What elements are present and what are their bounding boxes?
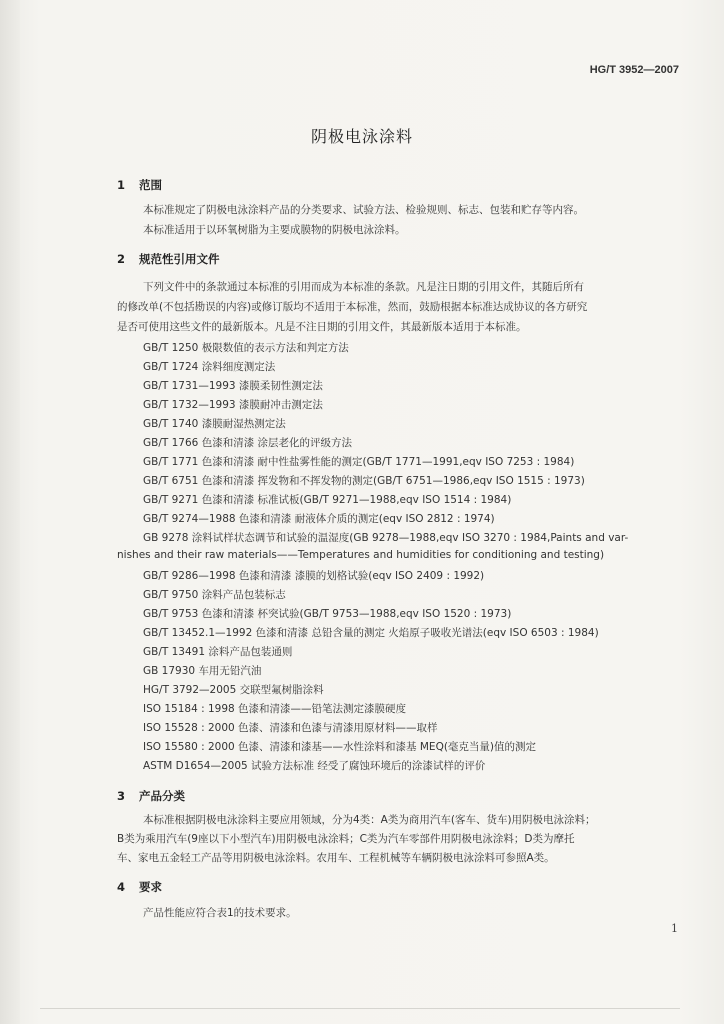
bottom-divider xyxy=(40,1008,680,1009)
reference-item: GB/T 1731—1993 漆膜柔韧性测定法 xyxy=(143,380,323,392)
reference-item: GB/T 1724 涂料细度测定法 xyxy=(143,361,276,373)
reference-item-gb9278-line-1: GB 9278 涂料试样状态调节和试验的温湿度(GB 9278—1988,eqv ISO 3270 : 1984,Paints and var- xyxy=(143,532,629,544)
section-3-line-2: B类为乘用汽车(9座以下小型汽车)用阴极电泳涂料；C类为汽车零部件用阴极电泳涂料；D类为摩托 xyxy=(117,833,575,845)
reference-item: GB/T 13491 涂料产品包装通则 xyxy=(143,646,293,658)
reference-item: GB/T 13452.1—1992 色漆和清漆 总铅含量的测定 火焰原子吸收光谱法(eqv ISO 6503 : 1984) xyxy=(143,627,599,639)
reference-item: GB/T 9753 色漆和清漆 杯突试验(GB/T 9753—1988,eqv ISO 1520 : 1973) xyxy=(143,608,512,620)
section-4-paragraph-1: 产品性能应符合表1的技术要求。 xyxy=(143,907,297,919)
reference-item: GB/T 9750 涂料产品包装标志 xyxy=(143,589,286,601)
section-1-paragraph-1: 本标准规定了阴极电泳涂料产品的分类要求、试验方法、检验规则、标志、包装和贮存等内容。 xyxy=(143,204,584,216)
section-4-heading: 4 要求 xyxy=(117,880,162,894)
reference-item-gb9278-line-2: nishes and their raw materials——Temperatures and humidities for conditioning and testing) xyxy=(117,549,605,561)
page-number: 1 xyxy=(671,922,678,935)
document-title: 阴极电泳涂料 xyxy=(310,127,413,146)
reference-item: GB 17930 车用无铅汽油 xyxy=(143,665,262,677)
reference-item: GB/T 1740 漆膜耐湿热测定法 xyxy=(143,418,286,430)
reference-item: ISO 15580 : 2000 色漆、清漆和漆基——水性涂料和漆基 MEQ(毫克当量)值的测定 xyxy=(143,741,537,753)
reference-item: GB/T 1250 极限数值的表示方法和判定方法 xyxy=(143,342,349,354)
section-2-intro-line-2: 的修改单(不包括勘误的内容)或修订版均不适用于本标准，然而，鼓励根据本标准达成协议的各方研究 xyxy=(117,301,588,313)
reference-item: HG/T 3792—2005 交联型氟树脂涂料 xyxy=(143,684,324,696)
reference-item: GB/T 6751 色漆和清漆 挥发物和不挥发物的测定(GB/T 6751—1986,eqv ISO 1515 : 1973) xyxy=(143,475,585,487)
section-2-heading: 2 规范性引用文件 xyxy=(117,252,220,266)
section-3-line-3: 车、家电五金轻工产品等用阴极电泳涂料。农用车、工程机械等车辆阴极电泳涂料可参照A类。 xyxy=(117,852,555,864)
reference-item: ISO 15184 : 1998 色漆和清漆——铅笔法测定漆膜硬度 xyxy=(143,703,407,715)
reference-item: ISO 15528 : 2000 色漆、清漆和色漆与清漆用原材料——取样 xyxy=(143,722,438,734)
section-2-intro-line-1: 下列文件中的条款通过本标准的引用而成为本标准的条款。凡是注日期的引用文件，其随后所有 xyxy=(143,281,584,293)
binding-edge xyxy=(0,0,20,1024)
section-1-heading: 1 范围 xyxy=(117,178,162,192)
section-2-intro-line-3: 是否可使用这些文件的最新版本。凡是不注日期的引用文件，其最新版本适用于本标准。 xyxy=(117,321,527,333)
section-3-line-1: 本标准根据阴极电泳涂料主要应用领域，分为4类：A类为商用汽车(客车、货车)用阴极电泳涂料； xyxy=(143,814,596,826)
reference-item: ASTM D1654—2005 试验方法标准 经受了腐蚀环境后的涂漆试样的评价 xyxy=(143,760,486,772)
section-3-heading: 3 产品分类 xyxy=(117,789,185,803)
reference-item: GB/T 9271 色漆和清漆 标准试板(GB/T 9271—1988,eqv ISO 1514 : 1984) xyxy=(143,494,512,506)
standard-code: HG/T 3952—2007 xyxy=(589,64,679,76)
reference-item: GB/T 9286—1998 色漆和清漆 漆膜的划格试验(eqv ISO 2409 : 1992) xyxy=(143,570,485,582)
reference-item: GB/T 1732—1993 漆膜耐冲击测定法 xyxy=(143,399,323,411)
reference-item: GB/T 9274—1988 色漆和清漆 耐液体介质的测定(eqv ISO 2812 : 1974) xyxy=(143,513,495,525)
reference-item: GB/T 1766 色漆和清漆 涂层老化的评级方法 xyxy=(143,437,353,449)
section-1-paragraph-2: 本标准适用于以环氧树脂为主要成膜物的阴极电泳涂料。 xyxy=(143,224,406,236)
reference-item: GB/T 1771 色漆和清漆 耐中性盐雾性能的测定(GB/T 1771—1991,eqv ISO 7253 : 1984) xyxy=(143,456,575,468)
